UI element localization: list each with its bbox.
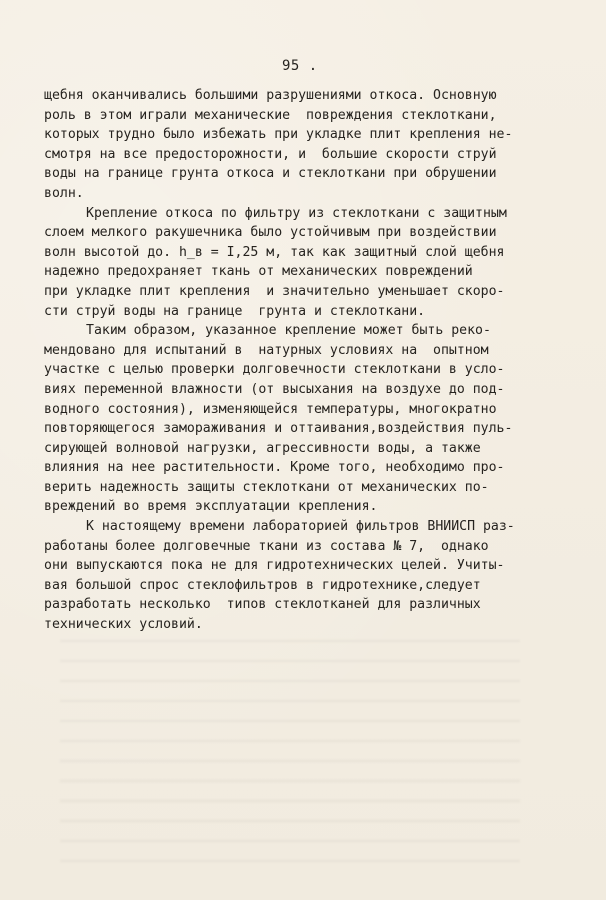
text-line: разработать несколько типов стеклотканей для различных (44, 597, 481, 613)
text-line: волн. (44, 185, 84, 201)
body-text (44, 86, 524, 635)
text-line: сти струй воды на границе грунта и стеклоткани. (44, 303, 426, 319)
text-line: повторяющегося замораживания и оттаивания,воздействия пуль- (44, 421, 513, 437)
text-line: мендовано для испытаний в натурных условиях на опытном (44, 342, 489, 358)
paragraph-4 (44, 517, 524, 635)
text-line: вая большой спрос стеклофильтров в гидротехнике,следует (44, 577, 481, 593)
text-line: сирующей волновой нагрузки, агрессивности воды, а также (44, 440, 481, 456)
text-line: К настоящему времени лабораторией фильтров ВНИИСП раз- (86, 519, 515, 535)
text-line: верить надежность защиты стеклоткани от механических по- (44, 479, 489, 495)
text-line: слоем мелкого ракушечника было устойчивым при воздействии (44, 225, 497, 241)
text-line: которых трудно было избежать при укладке плит крепления не- (44, 127, 513, 143)
text-line: виях переменной влажности (от высыхания на воздухе до под- (44, 381, 505, 397)
paragraph-1 (44, 86, 524, 204)
text-line: надежно предохраняет ткань от механических повреждений (44, 264, 473, 280)
text-line: работаны более долговечные ткани из состава № 7, однако (44, 538, 489, 554)
text-line: технических условий. (44, 617, 203, 633)
text-line: они выпускаются пока не для гидротехнических целей. Учиты- (44, 558, 505, 574)
page-number: 95 . (282, 58, 318, 74)
text-line-with-formula: волн высотой до. h_в = I,25 м, так как защитный слой щебня (44, 244, 505, 260)
paragraph-2 (44, 204, 524, 322)
text-line: при укладке плит крепления и значительно уменьшает скоро- (44, 283, 505, 299)
text-line: Крепление откоса по фильтру из стеклоткани с защитным (86, 205, 507, 221)
text-line: участке с целью проверки долговечности стеклоткани в усло- (44, 362, 505, 378)
text-line: щебня оканчивались большими разрушениями откоса. Основную (44, 88, 497, 103)
text-line: вреждений во время эксплуатации крепления. (44, 499, 378, 515)
paragraph-3 (44, 321, 524, 517)
bleed-through-shadow (60, 640, 520, 870)
text-line: роль в этом играли механические повреждения стеклоткани, (44, 107, 497, 123)
text-line: воды на границе грунта откоса и стеклоткани при обрушении (44, 166, 497, 182)
text-line: смотря на все предосторожности, и большие скорости струй (44, 146, 497, 162)
text-line: Таким образом, указанное крепление может быть реко- (86, 323, 491, 339)
text-line: влияния на нее растительности. Кроме того, необходимо про- (44, 460, 505, 476)
text-line: водного состояния), изменяющейся температуры, многократно (44, 401, 497, 417)
